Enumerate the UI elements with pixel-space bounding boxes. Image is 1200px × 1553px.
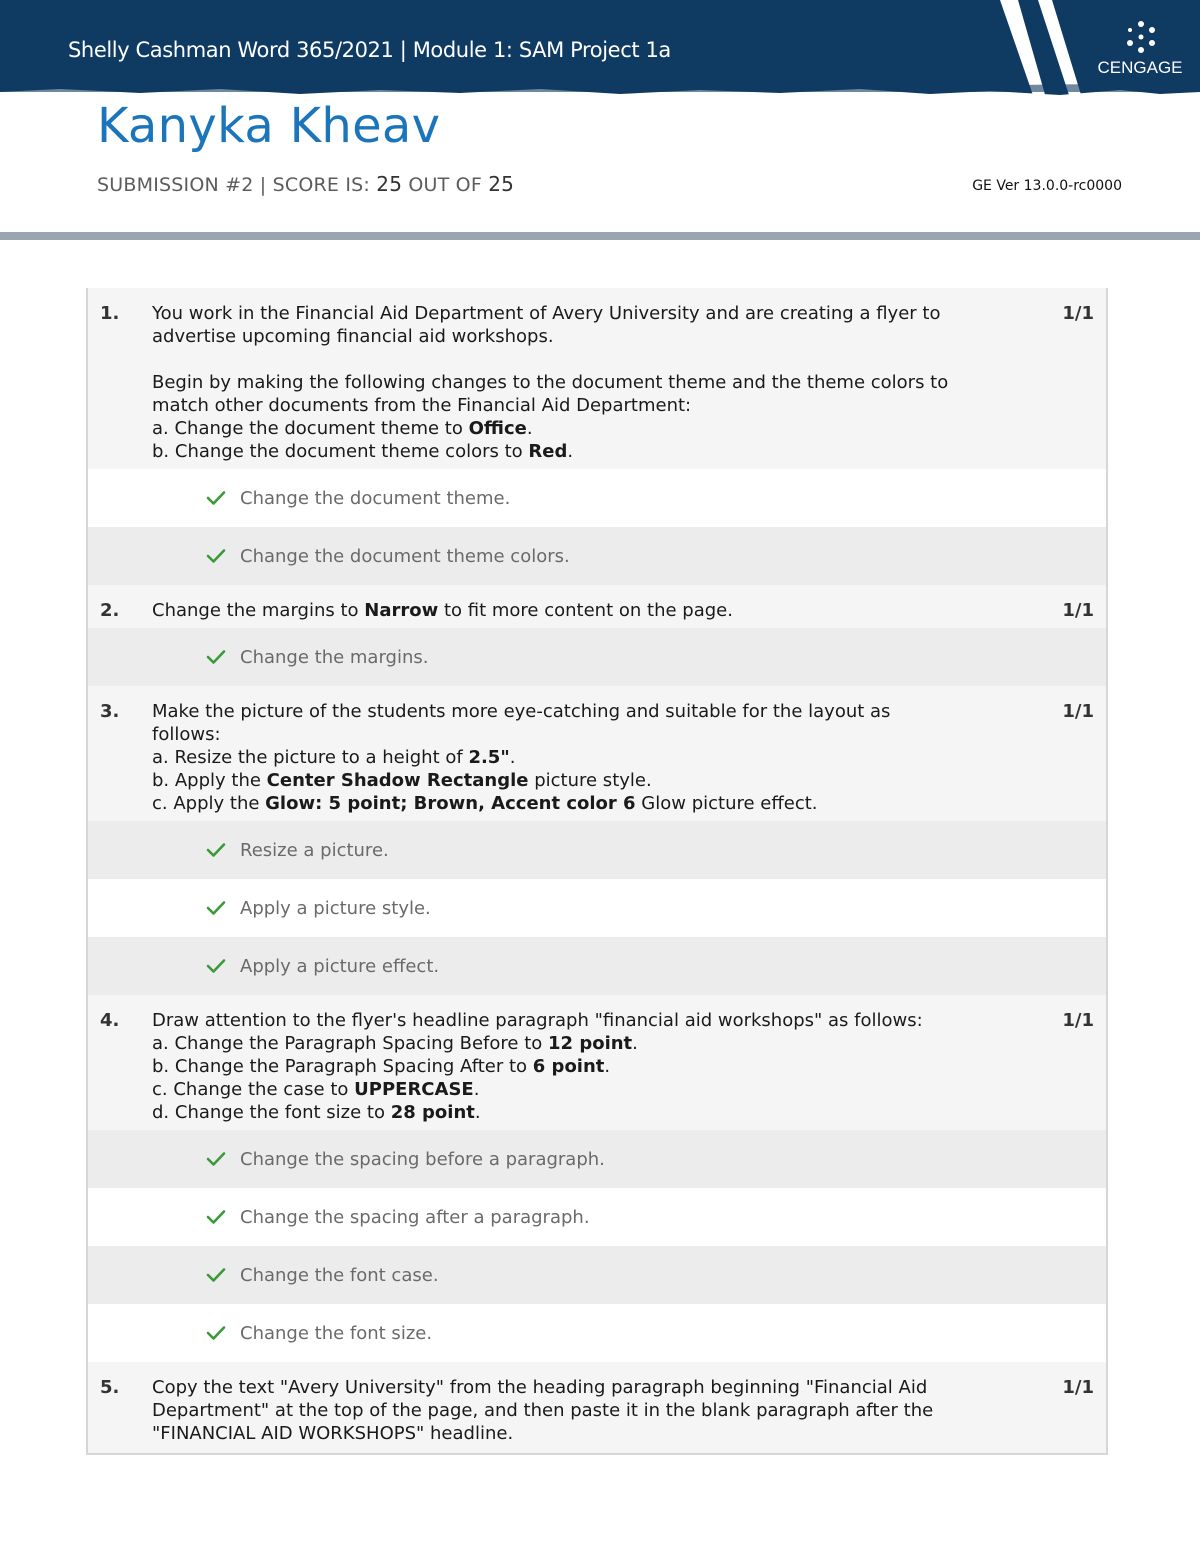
step-b: b. Apply the Center Shadow Rectangle picture style. — [152, 770, 652, 791]
step-c: c. Change the case to UPPERCASE. — [152, 1079, 480, 1100]
question-5 — [88, 1362, 1106, 1453]
task-list — [86, 288, 1108, 1455]
step-b: b. Change the Paragraph Spacing After to 6 point. — [152, 1056, 611, 1077]
step-b: b. Change the document theme colors to Red. — [152, 441, 574, 462]
step-d: d. Change the font size to 28 point. — [152, 1102, 481, 1123]
check-icon — [206, 1325, 226, 1341]
question-text: Make the picture of the students more eye-catching and suitable for the layout as follows: a. Resize the picture to a height of 2.5". b. Apply the Center Shadow Rectangle picture style. c. Apply the Glow: 5 point; Brown, Accent color 6 Glow picture effect. — [152, 700, 956, 815]
criterion-text: Change the spacing after a paragraph. — [240, 1206, 590, 1228]
question-number: 3. — [100, 701, 120, 722]
criterion-row — [88, 628, 1106, 686]
check-icon — [206, 548, 226, 564]
criterion-text: Change the font size. — [240, 1322, 433, 1344]
check-icon — [206, 490, 226, 506]
criterion-row — [88, 821, 1106, 879]
header-divider — [0, 232, 1200, 240]
submission-label: SUBMISSION #2 | SCORE IS: — [97, 174, 371, 196]
question-text: You work in the Financial Aid Department of Avery University and are creating a flyer to advertise upcoming financial aid workshops. — [152, 303, 941, 347]
step-c: c. Apply the Glow: 5 point; Brown, Accent color 6 Glow picture effect. — [152, 793, 818, 814]
cengage-logo-icon — [1124, 20, 1158, 54]
step-a: a. Change the document theme to Office. — [152, 418, 533, 439]
question-score: 1/1 — [1062, 701, 1094, 722]
question-2 — [88, 585, 1106, 628]
criterion-text: Change the document theme colors. — [240, 545, 570, 567]
check-icon — [206, 1151, 226, 1167]
question-number: 4. — [100, 1010, 120, 1031]
check-icon — [206, 900, 226, 916]
step-a: a. Resize the picture to a height of 2.5". — [152, 747, 516, 768]
question-text: Draw attention to the flyer's headline paragraph "financial aid workshops" as follows: a. Change the Paragraph Spacing Before to 12 point. b. Change the Paragraph Spacing After to 6 point. c. Change the case to UPPERCASE. d. Change the font size to 28 point. — [152, 1009, 956, 1124]
submission-score — [97, 172, 514, 196]
criterion-text: Change the spacing before a paragraph. — [240, 1148, 605, 1170]
step-a: a. Change the Paragraph Spacing Before to 12 point. — [152, 1033, 638, 1054]
criterion-text: Change the margins. — [240, 646, 429, 668]
check-icon — [206, 958, 226, 974]
check-icon — [206, 1209, 226, 1225]
question-instructions: Begin by making the following changes to the document theme and the theme colors to match other documents from the Financial Aid Department: a. Change the document theme to Office. b. Change the document theme colors to Red. — [152, 371, 956, 463]
course-title: Shelly Cashman Word 365/2021 | Module 1: SAM Project 1a — [68, 38, 671, 62]
question-score: 1/1 — [1062, 600, 1094, 621]
score-total: 25 — [488, 172, 515, 196]
question-text: Copy the text "Avery University" from the heading paragraph beginning "Financial Aid Department" at the top of the page, and then paste it in the blank paragraph after the "FINANCIAL AID WORKSHOPS" headline. — [152, 1377, 934, 1444]
question-score: 1/1 — [1062, 1010, 1094, 1031]
criterion-text: Resize a picture. — [240, 839, 389, 861]
criterion-row — [88, 1188, 1106, 1246]
criterion-row — [88, 527, 1106, 585]
criterion-row — [88, 1304, 1106, 1362]
question-number: 5. — [100, 1377, 120, 1398]
cengage-logo — [1090, 18, 1190, 88]
version-label: GE Ver 13.0.0-rc0000 — [972, 178, 1122, 194]
criterion-text: Apply a picture style. — [240, 897, 431, 919]
check-icon — [206, 649, 226, 665]
question-score: 1/1 — [1062, 1377, 1094, 1398]
check-icon — [206, 842, 226, 858]
question-4 — [88, 995, 1106, 1130]
criterion-row — [88, 879, 1106, 937]
question-score: 1/1 — [1062, 303, 1094, 324]
question-number: 2. — [100, 600, 120, 621]
criterion-row — [88, 937, 1106, 995]
cengage-logo-text: CENGAGE — [1097, 58, 1183, 77]
criterion-text: Change the document theme. — [240, 487, 511, 509]
criterion-text: Apply a picture effect. — [240, 955, 440, 977]
check-icon — [206, 1267, 226, 1283]
question-3 — [88, 686, 1106, 821]
criterion-row — [88, 1130, 1106, 1188]
score-value: 25 — [376, 172, 403, 196]
criterion-row — [88, 469, 1106, 527]
question-number: 1. — [100, 303, 120, 324]
question-1 — [88, 288, 1106, 469]
student-name: Kanyka Kheav — [97, 98, 441, 154]
criterion-row — [88, 1246, 1106, 1304]
criterion-text: Change the font case. — [240, 1264, 439, 1286]
out-of-label: OUT OF — [408, 174, 482, 196]
question-text: Change the margins to Narrow to fit more content on the page. — [152, 600, 733, 621]
